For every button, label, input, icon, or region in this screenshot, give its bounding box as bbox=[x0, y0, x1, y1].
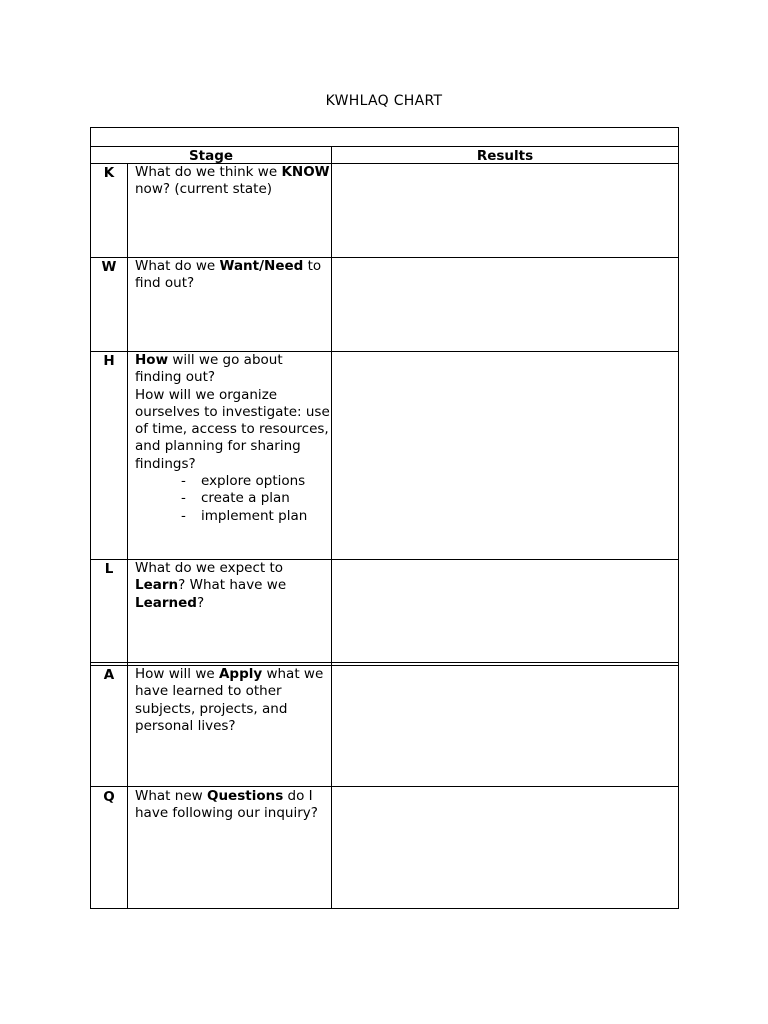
row-letter-a: A bbox=[103, 667, 115, 683]
results-cell-a[interactable] bbox=[332, 666, 678, 786]
page-title: KWHLAQ CHART bbox=[325, 93, 443, 109]
kwhlaq-table bbox=[90, 127, 679, 909]
results-cell-k[interactable] bbox=[332, 164, 678, 257]
bullet-text: create a plan bbox=[201, 490, 290, 507]
list-item: - explore options bbox=[181, 473, 306, 490]
row-letter-l: L bbox=[104, 561, 114, 577]
stage-keyword: KNOW bbox=[281, 164, 330, 180]
stage-text-q bbox=[135, 788, 331, 823]
stage-text: What do we think we bbox=[135, 164, 282, 180]
results-header: Results bbox=[476, 148, 534, 164]
stage-text: What new bbox=[135, 788, 207, 804]
stage-text: ? bbox=[196, 594, 205, 611]
results-cell-h[interactable] bbox=[332, 352, 678, 559]
stage-keyword: Questions bbox=[206, 788, 284, 804]
stage-text: What do we bbox=[135, 258, 220, 274]
row-letter-w: W bbox=[101, 259, 117, 275]
row-letter-q: Q bbox=[103, 789, 115, 805]
row-letter-h: H bbox=[103, 353, 115, 369]
table-divider bbox=[91, 146, 678, 147]
stage-extra-text: How will we organize ourselves to investigate: use of time, access to resources, and planning for sharing findings? bbox=[135, 386, 330, 472]
column-divider bbox=[127, 163, 128, 908]
stage-text: do I have following our inquiry? bbox=[135, 788, 318, 822]
row-letter-k: K bbox=[103, 165, 115, 181]
stage-keyword: Want/Need bbox=[219, 258, 304, 274]
bullet-text: explore options bbox=[201, 473, 306, 490]
results-cell-l[interactable] bbox=[332, 560, 678, 662]
stage-keyword: Learn bbox=[135, 577, 179, 594]
stage-keyword: Learned bbox=[135, 594, 197, 611]
stage-text-l bbox=[135, 560, 331, 612]
list-item: - implement plan bbox=[181, 507, 308, 524]
bullet-text: implement plan bbox=[201, 507, 308, 524]
stage-text: what we have learned to other subjects, projects, and personal lives? bbox=[135, 666, 324, 734]
stage-text-w bbox=[135, 258, 331, 293]
stage-text: What do we expect to bbox=[135, 560, 284, 576]
results-cell-q[interactable] bbox=[332, 787, 678, 908]
list-item: - create a plan bbox=[181, 490, 290, 507]
stage-header: Stage bbox=[188, 148, 234, 164]
stage-keyword: How bbox=[135, 352, 169, 368]
stage-text: How will we bbox=[135, 666, 219, 682]
stage-text: to find out? bbox=[135, 258, 322, 292]
results-cell-w[interactable] bbox=[332, 258, 678, 351]
stage-text-a bbox=[135, 666, 331, 735]
stage-text-k bbox=[135, 164, 331, 199]
stage-keyword: Apply bbox=[218, 666, 263, 682]
table-divider bbox=[91, 662, 678, 663]
bullet-list bbox=[135, 473, 331, 525]
stage-text-h bbox=[135, 352, 331, 525]
stage-text: now? (current state) bbox=[135, 181, 273, 198]
stage-text: ? What have we bbox=[178, 577, 287, 594]
stage-text: will we go about finding out? bbox=[135, 352, 283, 386]
